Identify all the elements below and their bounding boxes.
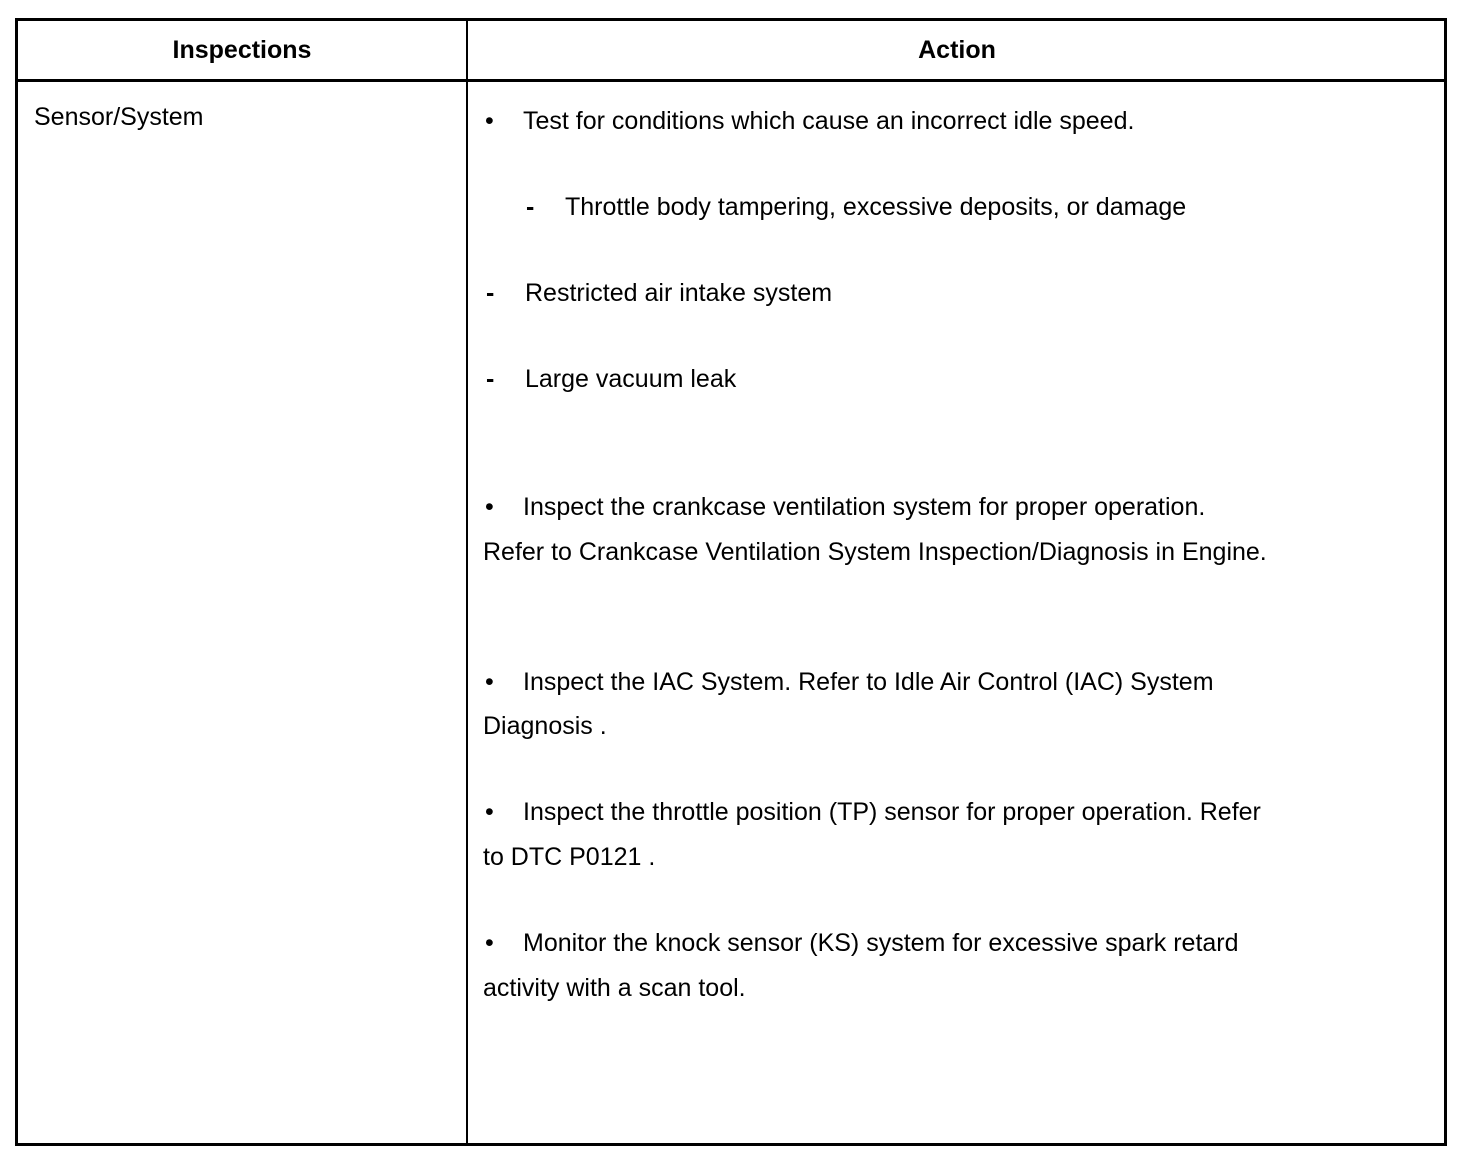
column-divider bbox=[466, 21, 468, 1143]
action-text: Test for conditions which cause an incorrect idle speed. bbox=[523, 107, 1135, 135]
action-text: Monitor the knock sensor (KS) system for excessive spark retard bbox=[523, 929, 1239, 957]
dash-marker: - bbox=[486, 279, 495, 307]
header-action: Action bbox=[918, 35, 996, 64]
bullet-marker: • bbox=[485, 668, 494, 696]
action-text: Diagnosis . bbox=[483, 712, 607, 740]
inspection-cell: Sensor/System bbox=[34, 103, 204, 131]
header-inspections: Inspections bbox=[172, 35, 312, 64]
action-text: Refer to Crankcase Ventilation System Inspection/Diagnosis in Engine. bbox=[483, 538, 1267, 566]
action-subitem-text: Throttle body tampering, excessive deposits, or damage bbox=[565, 193, 1187, 221]
action-text: to DTC P0121 . bbox=[483, 843, 656, 871]
action-text: activity with a scan tool. bbox=[483, 974, 746, 1002]
bullet-marker: • bbox=[485, 798, 494, 826]
dash-marker: - bbox=[526, 193, 535, 221]
header-divider bbox=[18, 79, 1444, 82]
action-text: Inspect the throttle position (TP) sensor for proper operation. Refer bbox=[523, 798, 1261, 826]
action-text: Inspect the IAC System. Refer to Idle Air Control (IAC) System bbox=[523, 668, 1214, 696]
bullet-marker: • bbox=[485, 929, 494, 957]
inspection-table bbox=[15, 18, 1447, 1146]
action-subitem-text: Large vacuum leak bbox=[525, 365, 737, 393]
dash-marker: - bbox=[486, 365, 495, 393]
action-subitem-text: Restricted air intake system bbox=[525, 279, 833, 307]
action-text: Inspect the crankcase ventilation system for proper operation. bbox=[523, 493, 1206, 521]
bullet-marker: • bbox=[485, 493, 494, 521]
bullet-marker: • bbox=[485, 107, 494, 135]
